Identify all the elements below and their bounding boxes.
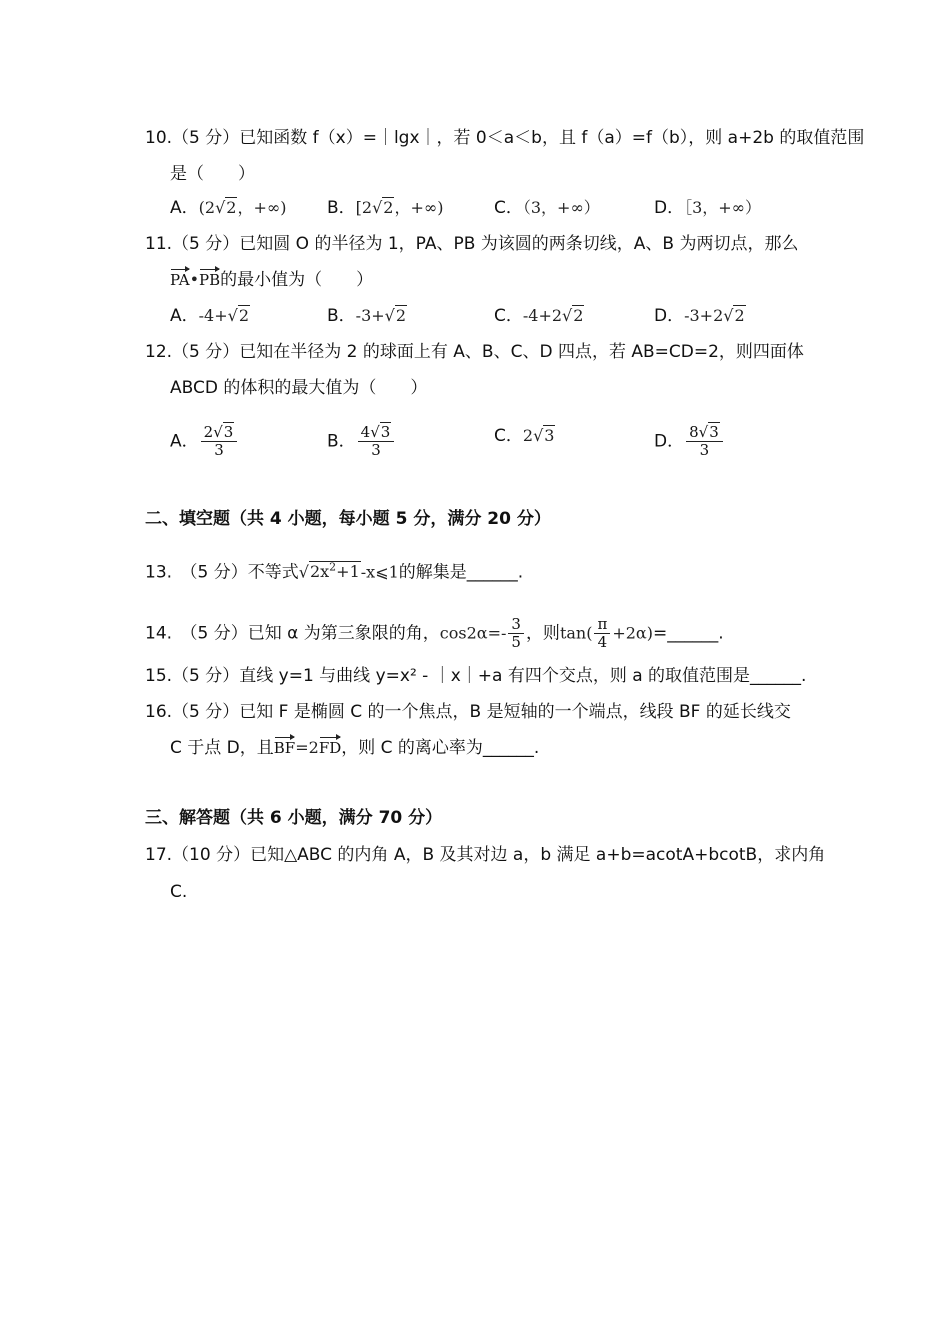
q11-option-c: C．-4+2√2 xyxy=(494,306,584,326)
q17-stem-line2: C. xyxy=(170,882,188,902)
vector-bf: BF xyxy=(274,736,295,760)
q12-stem-line2: ABCD 的体积的最大值为（ ） xyxy=(170,378,428,398)
q16-stem-line2: C 于点 D，且BF=2FD，则 C 的离心率为______. xyxy=(170,738,540,758)
q10-option-c: C．（3，+∞） xyxy=(494,198,600,218)
q11-stem-line1: 11.（5 分）已知圆 O 的半径为 1，PA、PB 为该圆的两条切线，A、B 为两切点，那么 xyxy=(145,234,799,254)
q12-option-c: C．2√3 xyxy=(494,426,555,446)
q11-option-b: B．-3+√2 xyxy=(327,306,407,326)
q13-stem: 13. （5 分）不等式$√2x^2+1-x⩽1$的解集是______. xyxy=(145,561,524,583)
q12-option-b: B． $\frac{4√3}{3}$ xyxy=(327,424,396,459)
q16-stem-line1: 16.（5 分）已知 F 是椭圆 C 的一个焦点，B 是短轴的一个端点，线段 BF 的延长线交 xyxy=(145,702,791,722)
q11-option-d: D．-3+2√2 xyxy=(654,306,745,326)
vector-fd: FD xyxy=(319,736,341,760)
vector-pa: PA xyxy=(170,268,190,292)
q12-option-a: A． $\frac{2√3}{3}$ xyxy=(170,424,239,459)
q12-stem-line1: 12.（5 分）已知在半径为 2 的球面上有 A、B、C、D 四点，若 AB=CD=2，则四面体 xyxy=(145,342,804,362)
q10-stem-line1: 10.（5 分）已知函数 f（x）=｜lgx｜，若 0＜a＜b，且 f（a）=f（b），则 a+2b 的取值范围 xyxy=(145,128,865,148)
q11-stem-line2: PA•PB的最小值为（ ） xyxy=(170,270,374,290)
section-answer-heading: 三、解答题（共 6 小题，满分 70 分） xyxy=(145,808,443,828)
q12-option-d: D． $\frac{8√3}{3}$ xyxy=(654,424,725,459)
q11-option-a: A．-4+√2 xyxy=(170,306,250,326)
q10-option-a: A．(2√2，+∞) xyxy=(170,198,287,218)
q17-stem-line1: 17.（10 分）已知△ABC 的内角 A，B 及其对边 a，b 满足 a+b=acotA+bcotB，求内角 xyxy=(145,845,826,865)
q10-option-d: D．［3，+∞） xyxy=(654,198,762,218)
q10-option-b: B．[2√2，+∞) xyxy=(327,198,444,218)
q10-stem-line2: 是（ ） xyxy=(170,164,255,184)
q14-stem: 14. （5 分）已知 α 为第三象限的角，cos2α=- $\frac{3}{5}$ ，则tan( $\frac{\pi}{4}$ +2α)=______. xyxy=(145,615,724,651)
section-fill-in-heading: 二、填空题（共 4 小题，每小题 5 分，满分 20 分） xyxy=(145,509,551,529)
vector-pb: PB xyxy=(199,268,220,292)
q15-stem: 15.（5 分）直线 y=1 与曲线 y=x² - ｜x｜+a 有四个交点，则 a 的取值范围是______. xyxy=(145,666,807,686)
